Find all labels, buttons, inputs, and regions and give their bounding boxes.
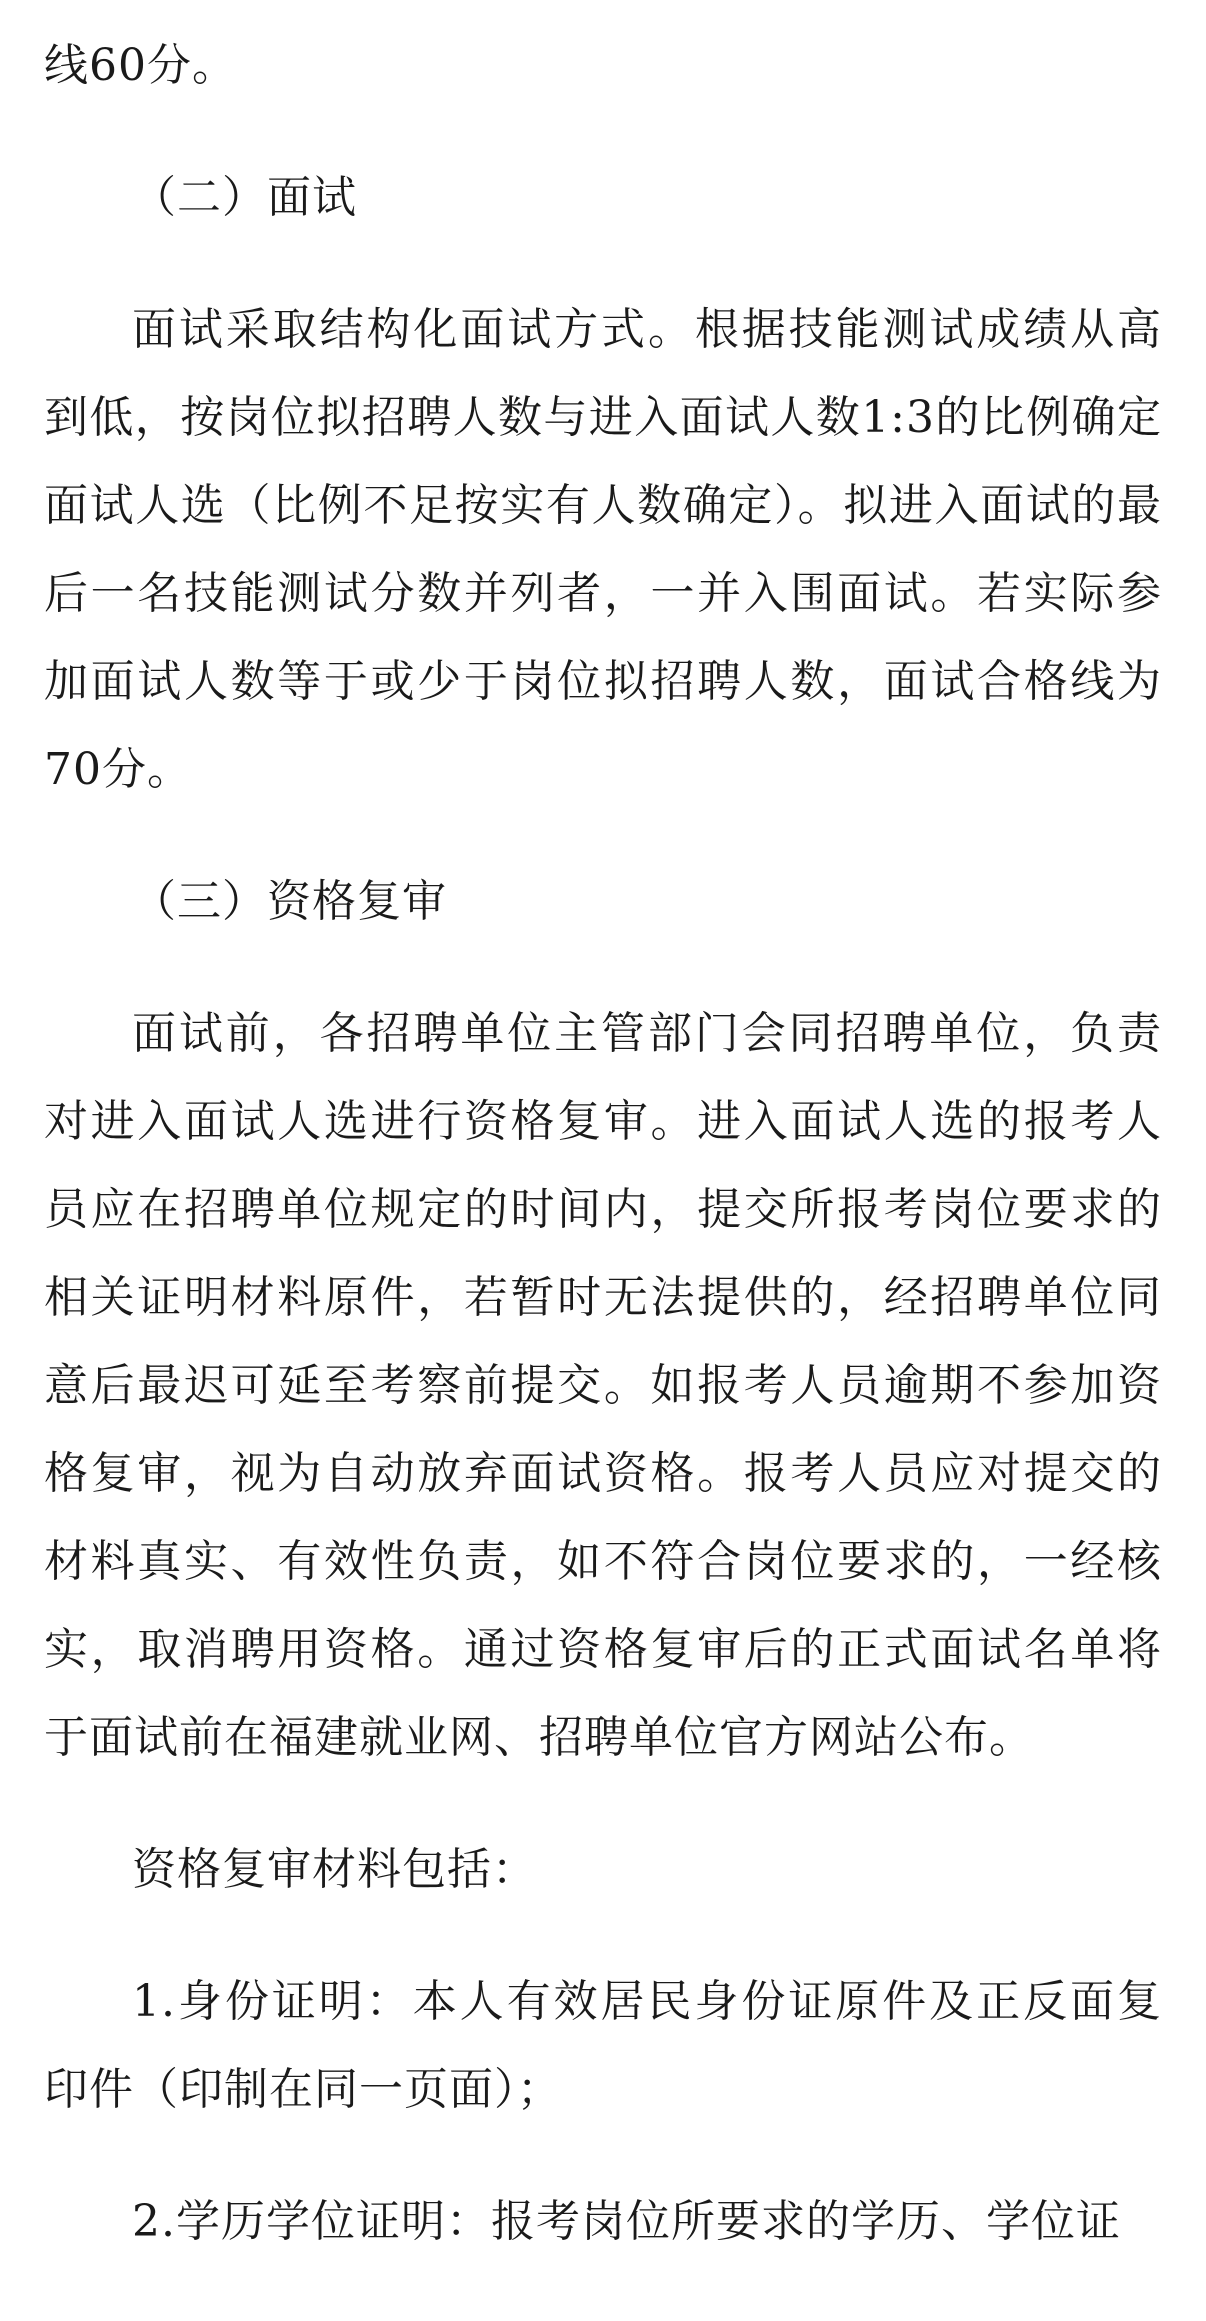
list-item-education-proof: 2.学历学位证明：报考岗位所要求的学历、学位证 <box>132 2196 1121 2247</box>
paragraph-materials-intro: 资格复审材料包括： <box>132 1844 537 1895</box>
list-item-identity-proof: 1.身份证明：本人有效居民身份证原件及正反面复印件（印制在同一页面）； <box>44 1976 1162 2115</box>
paragraph-interview: 面试采取结构化面试方式。根据技能测试成绩从高到低，按岗位拟招聘人数与进入面试人数1:3的比例确定面试人选（比例不足按实有人数确定）。拟进入面试的最后一名技能测试分数并列者，一并入围面试。若实际参加面试人数等于或少于岗位拟招聘人数，面试合格线为70分。 <box>44 304 1162 795</box>
section-heading-interview: （二）面试 <box>132 172 357 223</box>
document-body <box>44 0 1162 2310</box>
paragraph-qualification-review: 面试前，各招聘单位主管部门会同招聘单位，负责对进入面试人选进行资格复审。进入面试人选的报考人员应在招聘单位规定的时间内，提交所报考岗位要求的相关证明材料原件，若暂时无法提供的，经招聘单位同意后最迟可延至考察前提交。如报考人员逾期不参加资格复审，视为自动放弃面试资格。报考人员应对提交的材料真实、有效性负责，如不符合岗位要求的，一经核实，取消聘用资格。通过资格复审后的正式面试名单将于面试前在福建就业网、招聘单位官方网站公布。 <box>44 1008 1162 1763</box>
paragraph-continuation: 线60分。 <box>44 40 237 91</box>
section-heading-qualification-review: （三）资格复审 <box>132 876 447 927</box>
